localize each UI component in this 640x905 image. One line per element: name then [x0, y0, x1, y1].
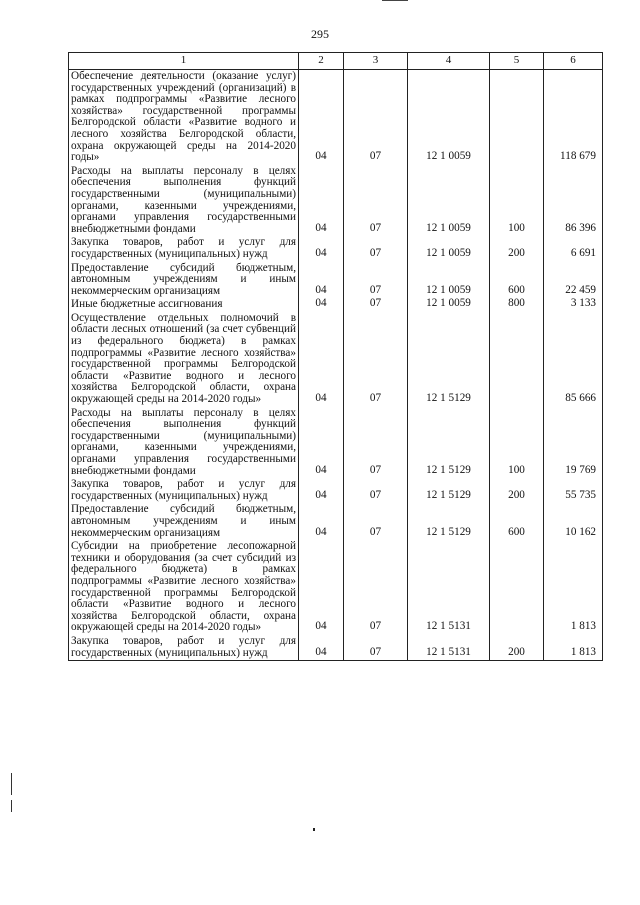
table-row	[69, 635, 603, 661]
row-section-cell: 04	[299, 236, 344, 261]
row-name-cell: Закупка товаров, работ и услуг для государственных (муниципальных) нужд	[69, 236, 299, 261]
row-target-cell: 12 1 0059	[408, 262, 490, 299]
row-expense-cell	[490, 70, 544, 165]
table-row	[69, 165, 603, 237]
header-col-1: 1	[69, 53, 299, 70]
scan-corner-mark	[382, 0, 408, 1]
table-row	[69, 478, 603, 503]
header-col-4: 4	[408, 53, 490, 70]
row-target-cell: 12 1 0059	[408, 70, 490, 165]
row-amount-cell: 10 162	[544, 503, 603, 540]
row-expense-cell	[490, 540, 544, 635]
row-name-cell: Иные бюджетные ассигнования	[69, 298, 299, 312]
row-name-cell: Предоставление субсидий бюджетным, автономным учреждениям и иным некоммерческим организациям	[69, 503, 299, 540]
header-col-5: 5	[490, 53, 544, 70]
row-subsection-cell: 07	[344, 70, 408, 165]
row-section-cell: 04	[299, 165, 344, 237]
row-section-cell: 04	[299, 70, 344, 165]
row-expense-cell: 200	[490, 478, 544, 503]
table-header-row	[69, 53, 603, 70]
row-subsection-cell: 07	[344, 298, 408, 312]
table-row	[69, 503, 603, 540]
row-section-cell: 04	[299, 407, 344, 479]
table-row	[69, 407, 603, 479]
row-amount-cell: 85 666	[544, 312, 603, 407]
row-subsection-cell: 07	[344, 540, 408, 635]
row-name-cell: Расходы на выплаты персоналу в целях обеспечения выполнения функций государственными (муниципальными) органами, казенными учреждениями, органами управления государственными внебюджетными фондами	[69, 407, 299, 479]
row-amount-cell: 55 735	[544, 478, 603, 503]
row-expense-cell	[490, 312, 544, 407]
row-amount-cell: 3 133	[544, 298, 603, 312]
row-section-cell: 04	[299, 312, 344, 407]
budget-table	[68, 52, 603, 661]
table-row	[69, 540, 603, 635]
row-target-cell: 12 1 0059	[408, 236, 490, 261]
header-col-6: 6	[544, 53, 603, 70]
table-row	[69, 262, 603, 299]
row-section-cell: 04	[299, 478, 344, 503]
row-name-cell: Субсидии на приобретение лесопожарной техники и оборудования (за счет субсидий из федерального бюджета) в рамках подпрограммы «Развитие лесного хозяйства» государственной программы Белгородской области «Развитие водного и лесного хозяйства Белгородской области, охрана окружающей среды на 2014-2020 годы»	[69, 540, 299, 635]
row-name-cell: Предоставление субсидий бюджетным, автономным учреждениям и иным некоммерческим организациям	[69, 262, 299, 299]
table-row	[69, 298, 603, 312]
row-name-cell: Закупка товаров, работ и услуг для государственных (муниципальных) нужд	[69, 635, 299, 661]
row-amount-cell: 22 459	[544, 262, 603, 299]
row-name-cell: Осуществление отдельных полномочий в области лесных отношений (за счет субвенций из федерального бюджета) в рамках подпрограммы «Развитие лесного хозяйства» государственной программы Белгородской области «Развитие водного и лесного хозяйства Белгородской области, охрана окружающей среды на 2014-2020 годы»	[69, 312, 299, 407]
row-subsection-cell: 07	[344, 407, 408, 479]
row-subsection-cell: 07	[344, 165, 408, 237]
row-name-cell: Обеспечение деятельности (оказание услуг) государственных учреждений (организаций) в рамках подпрограммы «Развитие лесного хозяйства» государственной программы Белгородской области «Развитие водного и лесного хозяйства Белгородской области, охрана окружающей среды на 2014-2020 годы»	[69, 70, 299, 165]
scan-margin-mark	[11, 773, 12, 795]
row-amount-cell: 118 679	[544, 70, 603, 165]
row-section-cell: 04	[299, 503, 344, 540]
row-subsection-cell: 07	[344, 312, 408, 407]
row-target-cell: 12 1 0059	[408, 165, 490, 237]
row-expense-cell: 100	[490, 165, 544, 237]
row-name-cell: Закупка товаров, работ и услуг для государственных (муниципальных) нужд	[69, 478, 299, 503]
row-target-cell: 12 1 5129	[408, 407, 490, 479]
row-subsection-cell: 07	[344, 503, 408, 540]
table-row	[69, 70, 603, 165]
row-expense-cell: 200	[490, 635, 544, 661]
row-expense-cell: 200	[490, 236, 544, 261]
row-section-cell: 04	[299, 540, 344, 635]
row-target-cell: 12 1 0059	[408, 298, 490, 312]
scan-dot-mark	[313, 828, 315, 831]
row-amount-cell: 86 396	[544, 165, 603, 237]
table-body	[69, 70, 603, 661]
row-subsection-cell: 07	[344, 635, 408, 661]
row-amount-cell: 1 813	[544, 635, 603, 661]
page-number: 295	[311, 27, 329, 41]
table-row	[69, 236, 603, 261]
header-col-3: 3	[344, 53, 408, 70]
row-target-cell: 12 1 5129	[408, 312, 490, 407]
row-target-cell: 12 1 5131	[408, 635, 490, 661]
row-subsection-cell: 07	[344, 262, 408, 299]
row-amount-cell: 1 813	[544, 540, 603, 635]
row-amount-cell: 19 769	[544, 407, 603, 479]
header-col-2: 2	[299, 53, 344, 70]
row-amount-cell: 6 691	[544, 236, 603, 261]
row-section-cell: 04	[299, 298, 344, 312]
table-row	[69, 312, 603, 407]
row-target-cell: 12 1 5129	[408, 478, 490, 503]
row-section-cell: 04	[299, 262, 344, 299]
row-expense-cell: 600	[490, 262, 544, 299]
row-subsection-cell: 07	[344, 478, 408, 503]
row-name-cell: Расходы на выплаты персоналу в целях обеспечения выполнения функций государственными (муниципальными) органами, казенными учреждениями, органами управления государственными внебюджетными фондами	[69, 165, 299, 237]
row-expense-cell: 100	[490, 407, 544, 479]
row-target-cell: 12 1 5129	[408, 503, 490, 540]
row-expense-cell: 600	[490, 503, 544, 540]
row-expense-cell: 800	[490, 298, 544, 312]
row-section-cell: 04	[299, 635, 344, 661]
scan-margin-mark	[11, 800, 12, 812]
row-subsection-cell: 07	[344, 236, 408, 261]
row-target-cell: 12 1 5131	[408, 540, 490, 635]
